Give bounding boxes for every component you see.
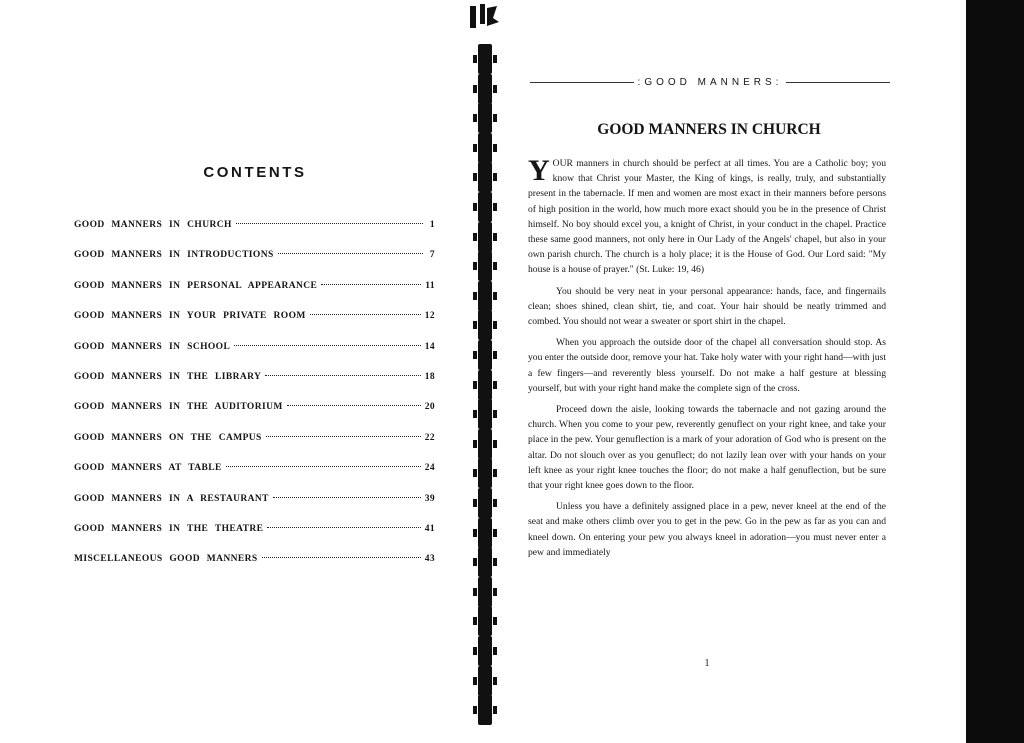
binding-coil [478,44,492,74]
toc-entry [74,463,435,477]
binding-coil [478,458,492,488]
binding-coil [478,666,492,696]
toc-entry-title: MISCELLANEOUS GOOD MANNERS [74,554,258,565]
toc-entry-title: GOOD MANNERS IN THE THEATRE [74,524,264,534]
toc-entry-page: 20 [424,402,435,413]
toc-entry-title: GOOD MANNERS IN SCHOOL [74,341,231,352]
binding-coil [478,370,492,400]
binding-coil [478,192,492,222]
binding-coil [478,577,492,607]
running-header-text: :GOOD MANNERS: [637,76,783,88]
contents-title: CONTENTS [203,164,307,181]
paragraph: Proceed down the aisle, looking towards the tabernacle and not gazing around the church. When you come to your pew, reverently genuflect on your right knee, and take your place in the pew. Your genuflection is a mark of your adoration of God who is present on the altar. Do not slouch over as you genuflect; do not lazily lean over with your hands on your left knee as your right knee touches the floor; do not make a half genuflection, but be sure that your right knee goes down to the floor. [528,404,886,492]
toc-leader-dots [236,223,423,224]
binding-coil [478,399,492,429]
toc-entry [74,311,435,325]
header-rule-right [786,82,890,83]
binding-coil [478,636,492,666]
body-text [528,156,886,566]
toc-entry-page: 22 [424,432,435,443]
toc-entry-title: GOOD MANNERS IN CHURCH [74,220,232,230]
binding-coil [478,103,492,133]
toc-entry-page: 41 [424,524,435,534]
binding-coil [478,488,492,518]
paragraph: Unless you have a definitely assigned place in a pew, never kneel at the end of the seat and make others climb over you to get in the pew. Go in the pew as far as you can and kneel down. On entering your pew you always kneel in adoration—you must never enter a pew and immediately [528,501,886,558]
scan-dark-edge [966,0,1024,743]
binding-coil [478,695,492,725]
binding-coil [478,281,492,311]
toc-entry-page: 43 [424,554,435,565]
binding-coil [478,74,492,104]
binding-coil [478,518,492,548]
binding-coil [478,162,492,192]
binding-coil [478,429,492,459]
toc-entry [74,494,435,508]
toc-leader-dots [226,466,421,467]
binding-coil [478,310,492,340]
toc-entry-page: 39 [424,493,435,504]
toc-entry [74,372,435,386]
left-page [0,0,462,743]
toc-entry-title: GOOD MANNERS IN YOUR PRIVATE ROOM [74,311,306,322]
binding-coil [478,606,492,636]
binding-coil [478,547,492,577]
toc-entry-title: GOOD MANNERS IN THE AUDITORIUM [74,402,283,413]
toc-leader-dots [265,375,420,376]
toc-entry-page: 1 [429,220,435,230]
drop-cap: Y [528,154,550,187]
toc-entry-page: 12 [424,311,435,322]
toc-leader-dots [278,253,423,254]
toc-leader-dots [273,497,421,498]
toc-leader-dots [310,314,421,315]
toc-entry-title: GOOD MANNERS AT TABLE [74,463,222,474]
toc-entry [74,250,435,264]
toc-leader-dots [287,405,421,406]
spiral-binding [462,0,504,743]
toc-entry-page: 14 [424,341,435,352]
toc-entry-page: 11 [425,280,435,291]
header-rule-left [530,82,634,83]
toc-entry-title: GOOD MANNERS IN THE LIBRARY [74,372,262,382]
toc-leader-dots [321,284,421,285]
chapter-title: GOOD MANNERS IN CHURCH [597,121,821,138]
toc-leader-dots [262,557,421,558]
binding-coil [478,340,492,370]
toc-leader-dots [266,436,421,437]
toc-entry [74,220,435,234]
binding-coil [478,222,492,252]
toc-leader-dots [234,345,420,346]
toc-entry-page: 7 [429,250,435,261]
toc-entry-page: 18 [424,372,435,382]
toc-entry [74,281,435,295]
toc-entry-title: GOOD MANNERS IN INTRODUCTIONS [74,250,274,261]
binding-coil [478,251,492,281]
toc-entry [74,342,435,356]
paragraph: You should be very neat in your personal appearance: hands, face, and fingernails clean; shoes shined, clean shirt, tie, and coat. Your hair should be neatly trimmed and combed. You should not wear a sweater or sport shirt in the chapel. [528,285,886,328]
toc-entry [74,402,435,416]
toc-entry [74,433,435,447]
toc-entry-title: GOOD MANNERS IN PERSONAL APPEARANCE [74,280,318,291]
running-header [530,75,890,89]
toc-entry [74,524,435,538]
paragraph [528,156,886,278]
toc-entry [74,554,435,568]
binding-coil [478,133,492,163]
paragraph: When you approach the outside door of the chapel all conversation should stop. As you enter the outside door, remove your hat. Take holy water with your right hand—with just a few fingers—and reverently bless yourself. Do not make a half gesture at blessing yourself, but with your right hand make the complete sign of the cross. [528,337,886,394]
binding-top-ornament [467,4,501,34]
paragraph-text: OUR manners in church should be perfect at all times. You are a Catholic boy; you know that Christ your Master, the King of kings, is really, truly, and substantially present in the tabernacle. If men and women are most exact in their manners before persons of high position in the world, how much more exact should you be in the presence of Christ himself. No boy should excel you, a knight of Christ, in your conduct in the chapel. Practice these same good manners, not only here in Our Lady of the Angels' chapel, but also in your own parish church. The church is a holy place; it is the House of God. Our Lord said: "My house is a house of prayer." (St. Luke: 19, 46) [528,158,886,276]
toc-entry-title: GOOD MANNERS ON THE CAMPUS [74,432,262,443]
toc-entry-page: 24 [424,463,435,474]
toc-leader-dots [267,527,420,528]
page-number: 1 [704,658,710,669]
toc-entry-title: GOOD MANNERS IN A RESTAURANT [74,493,269,504]
